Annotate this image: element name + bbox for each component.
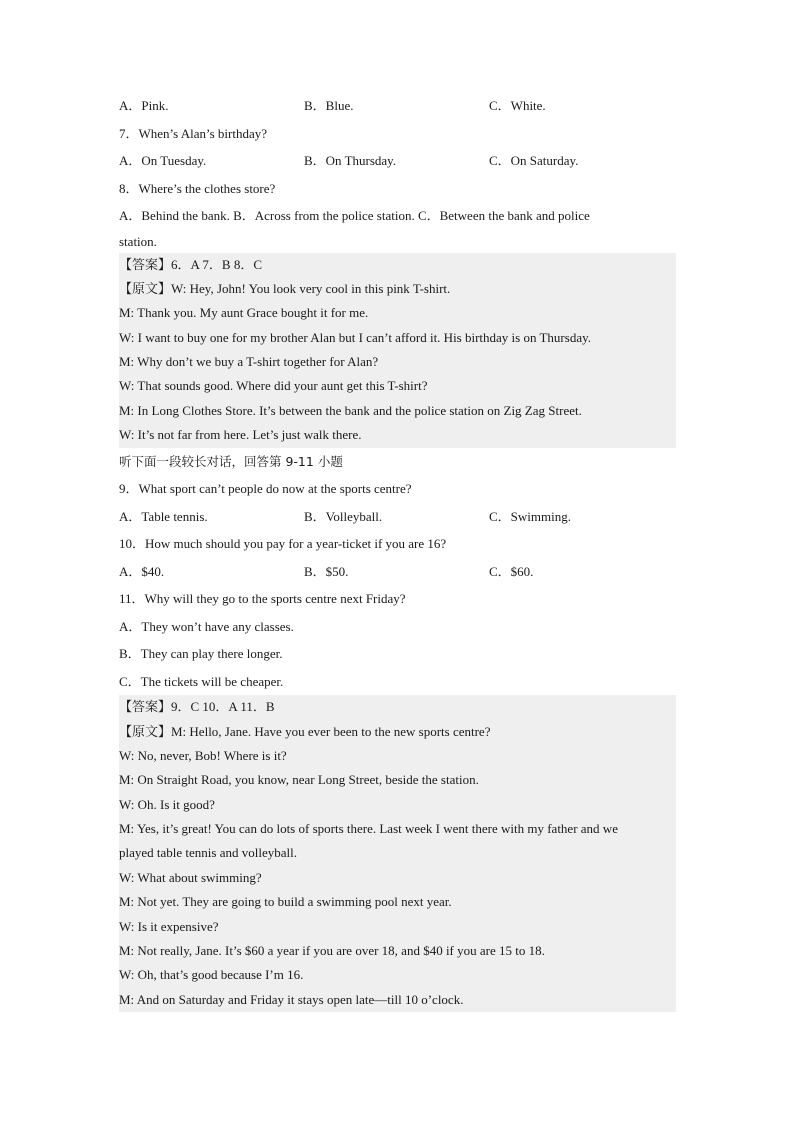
answer-line-2: 【答案】9．C 10．A 11．B <box>119 699 275 715</box>
q6-option-c: C．White. <box>489 98 546 113</box>
q9-option-b: B．Volleyball. <box>304 508 383 524</box>
q10-option-c: C．$60. <box>489 563 534 579</box>
transcript1-line-5: M: In Long Clothes Store. It’s between the bank and the police station on Zig Zag Street. <box>119 402 582 418</box>
q8-options-line2: station. <box>119 233 157 249</box>
q9-option-a: A．Table tennis. <box>119 508 208 524</box>
q8-options-line1: A．Behind the bank. B．Across from the police station. C．Between the bank and police <box>119 208 590 223</box>
transcript2-line-9: M: Not really, Jane. It’s $60 a year if you are over 18, and $40 if you are 15 to 18. <box>119 943 545 959</box>
transcript2-line-6: W: What about swimming? <box>119 869 262 885</box>
document-page <box>119 92 676 1012</box>
section-heading: 听下面一段较长对话，回答第 9-11 小题 <box>119 453 343 469</box>
q7-option-c: C．On Saturday. <box>489 153 579 168</box>
q7-option-b: B．On Thursday. <box>304 153 397 168</box>
q7-options <box>119 147 676 175</box>
answer-line-1: 【答案】6．A 7．B 8．C <box>119 256 263 272</box>
q11-option-b: B．They can play there longer. <box>119 646 283 662</box>
transcript1-line-1: M: Thank you. My aunt Grace bought it for me. <box>119 305 369 321</box>
q10-option-a: A．$40. <box>119 563 165 579</box>
q6-option-b: B．Blue. <box>304 98 354 113</box>
transcript1-line-4: W: That sounds good. Where did your aunt get this T-shirt? <box>119 378 428 394</box>
transcript2-line-2: M: On Straight Road, you know, near Long Street, beside the station. <box>119 772 479 788</box>
transcript1-line-2: W: I want to buy one for my brother Alan but I can’t afford it. His birthday is on Thursday. <box>119 329 591 345</box>
q6-options <box>119 92 676 120</box>
q11-option-a: A．They won’t have any classes. <box>119 618 294 634</box>
q10-options <box>119 558 676 586</box>
transcript1-line-3: M: Why don’t we buy a T-shirt together for Alan? <box>119 354 379 370</box>
q8-question: 8．Where’s the clothes store? <box>119 180 276 196</box>
transcript2-line-7: M: Not yet. They are going to build a swimming pool next year. <box>119 894 452 910</box>
q9-option-c: C．Swimming. <box>489 508 571 524</box>
answer-block-1 <box>119 253 676 448</box>
transcript2-line-10: W: Oh, that’s good because I’m 16. <box>119 967 304 983</box>
transcript2-line-8: W: Is it expensive? <box>119 918 219 934</box>
transcript2-line-4: M: Yes, it’s great! You can do lots of sports there. Last week I went there with my father and we <box>119 821 618 837</box>
q9-question: 9．What sport can’t people do now at the sports centre? <box>119 481 412 497</box>
answer-block-2 <box>119 695 676 1012</box>
q11-question: 11．Why will they go to the sports centre next Friday? <box>119 591 406 607</box>
transcript2-line-11: M: And on Saturday and Friday it stays open late—till 10 o’clock. <box>119 991 464 1007</box>
transcript1-line-0: 【原文】W: Hey, John! You look very cool in this pink T-shirt. <box>119 280 451 296</box>
transcript2-line-5: played table tennis and volleyball. <box>119 845 297 861</box>
q11-option-c: C．The tickets will be cheaper. <box>119 673 284 689</box>
q9-options <box>119 503 676 531</box>
transcript2-line-0: 【原文】M: Hello, Jane. Have you ever been to the new sports centre? <box>119 723 491 739</box>
q10-question: 10．How much should you pay for a year-ticket if you are 16? <box>119 536 447 552</box>
transcript1-line-6: W: It’s not far from here. Let’s just walk there. <box>119 427 362 443</box>
q7-question: 7．When’s Alan’s birthday? <box>119 125 268 141</box>
transcript2-line-3: W: Oh. Is it good? <box>119 796 215 812</box>
transcript2-line-1: W: No, never, Bob! Where is it? <box>119 747 287 763</box>
q6-option-a: A．Pink. <box>119 98 169 113</box>
q7-option-a: A．On Tuesday. <box>119 153 207 168</box>
q10-option-b: B．$50. <box>304 563 349 579</box>
